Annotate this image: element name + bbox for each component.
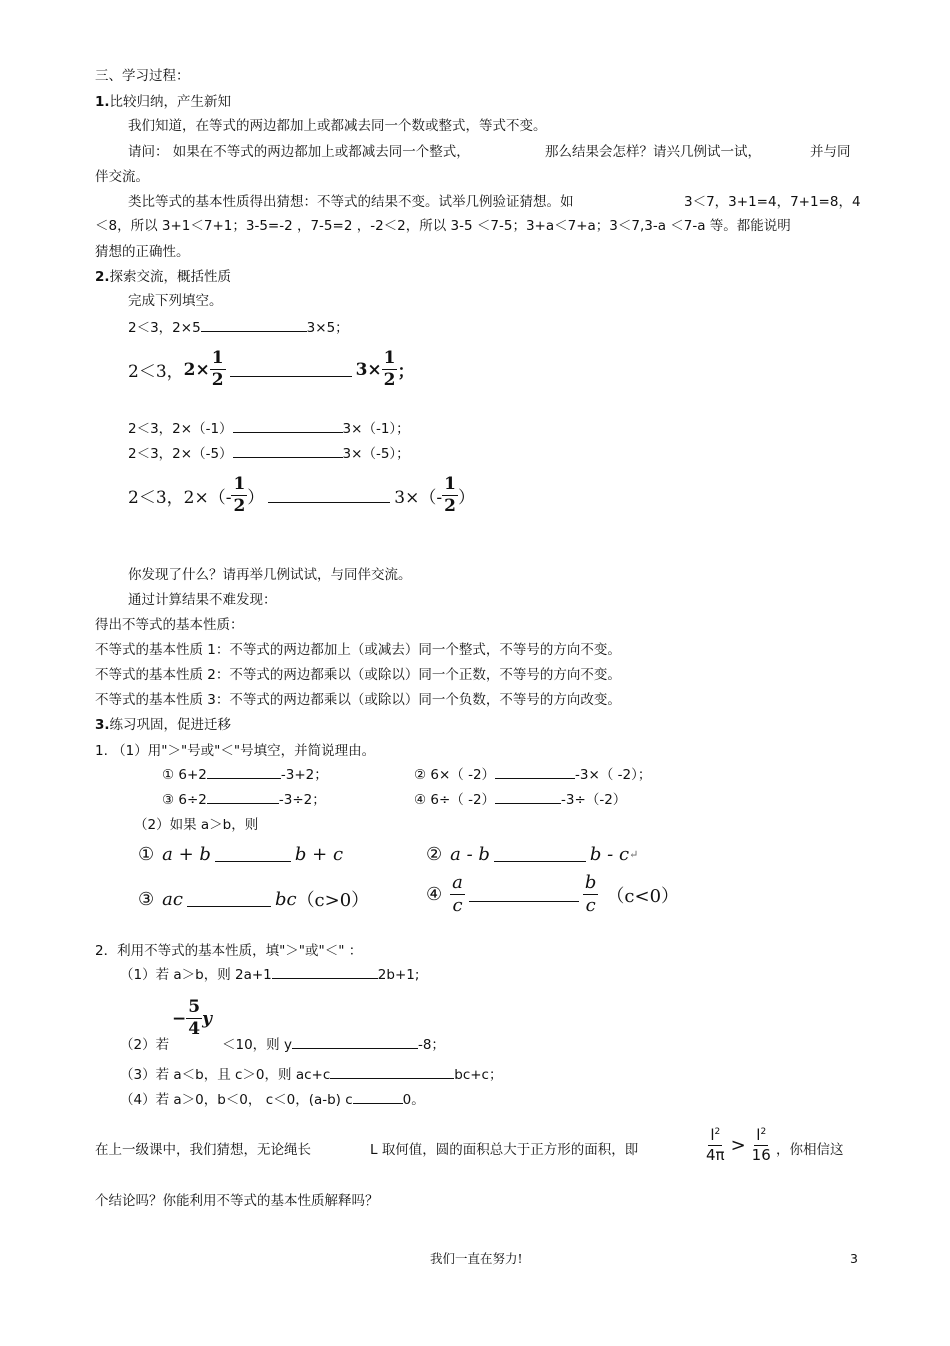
q1-2-item-1: ① a + b b + c <box>138 844 344 865</box>
calc-text: 通过计算结果不难发现： <box>128 592 277 608</box>
fill-blank[interactable] <box>495 791 561 804</box>
q2-item-1: （1）若 a＞b，则 2a+1 2b+1; <box>120 967 420 983</box>
derive-text: 得出不等式的基本性质： <box>95 617 244 633</box>
fill-row-1-left: 2＜3，2×5 <box>128 320 201 336</box>
property-3: 不等式的基本性质 3：不等式的两边都乘以（或除以）同一个负数，不等号的方向改变。 <box>95 692 621 708</box>
fill-row-5-left: 2＜3，2×（- <box>128 488 232 508</box>
part1-paragraph-2a: 请问： 如果在不等式的两边都加上或都减去同一个整式， <box>128 144 470 160</box>
q1-item-c: ③ 6÷2 -3÷2； <box>162 792 326 808</box>
q1-2-item-2: ② a - b b - c ↵ <box>426 844 639 865</box>
fill-blank[interactable] <box>230 362 352 377</box>
part2-intro: 完成下列填空。 <box>128 293 223 309</box>
fill-blank[interactable] <box>268 488 390 503</box>
final-question-c: ，你相信这 <box>776 1142 844 1158</box>
fill-row-2-times-right: 3× <box>355 359 382 380</box>
part1-paragraph-2b: 那么结果会怎样？请兴几例试一试， <box>545 144 761 160</box>
part1-paragraph-2d: 伴交流。 <box>95 169 149 185</box>
question-1-part-2: （2）如果 a＞b，则 <box>134 817 259 833</box>
footer-slogan: 我们一直在努力! <box>430 1251 523 1266</box>
q2-item-2-label: （2）若 <box>120 1037 170 1053</box>
part1-paragraph-3d: 猜想的正确性。 <box>95 244 190 260</box>
property-1: 不等式的基本性质 1：不等式的两边都加上（或减去）同一个整式，不等号的方向不变。 <box>95 642 621 658</box>
fill-blank[interactable] <box>353 1091 403 1104</box>
part3-heading-text: 练习巩固，促进迁移 <box>109 717 232 733</box>
final-question-b: L 取何值，圆的面积总大于正方形的面积，即 <box>370 1142 639 1158</box>
fill-blank[interactable] <box>207 791 279 804</box>
half-fraction: $\frac{1}{2}$ <box>233 474 246 516</box>
fill-blank[interactable] <box>494 847 586 862</box>
part1-paragraph-3c: ＜8，所以 3+1＜7+1；3-5=-2 ，7-5=2 ，-2＜2，所以 3-5 ＜7-5；3+a＜7+a；3＜7,3-a ＜7-a 等。都能说明 <box>95 218 791 234</box>
fill-row-1 <box>128 319 349 337</box>
fill-row-5-close: ） <box>457 488 475 508</box>
fill-blank[interactable] <box>207 766 281 779</box>
part3-heading-num: 3. <box>95 717 110 733</box>
final-inequality: $\frac{l^2}{4\pi}$ > $\frac{l^2}{16}$ <box>706 1126 771 1164</box>
q1-item-a: ① 6+2 -3+2； <box>162 767 328 783</box>
question-2: 2．利用不等式的基本性质，填"＞"或"＜" ： <box>95 943 363 959</box>
part1-heading <box>95 93 231 111</box>
part3-heading <box>95 716 231 734</box>
half-fraction: $\frac{1}{2}$ <box>383 348 396 390</box>
part2-heading-text: 探索交流，概括性质 <box>109 269 232 285</box>
fill-blank[interactable] <box>215 847 291 862</box>
part2-heading <box>95 268 231 286</box>
fill-blank[interactable] <box>187 892 271 907</box>
section-title: 三、学习过程： <box>95 68 190 84</box>
fill-row-2-end: ； <box>397 362 415 382</box>
final-question-a: 在上一级课中，我们猜想，无论绳长 <box>95 1142 311 1158</box>
fill-row-5 <box>128 476 475 515</box>
part1-paragraph-2c: 并与同 <box>810 144 851 160</box>
fill-row-4-right: 3×（-5）； <box>342 446 410 462</box>
final-question-d: 个结论吗？你能利用不等式的基本性质解释吗？ <box>95 1193 379 1209</box>
half-fraction: $\frac{1}{2}$ <box>211 348 224 390</box>
fill-blank[interactable] <box>201 319 307 332</box>
fill-row-4 <box>128 445 410 463</box>
fill-row-2-left: 2＜3， <box>128 362 184 382</box>
fill-row-2-times-left: 2× <box>183 359 210 380</box>
half-fraction: $\frac{1}{2}$ <box>444 474 456 516</box>
discover-text: 你发现了什么？请再举几例试试，与同伴交流。 <box>128 567 412 583</box>
page-number: 3 <box>850 1251 858 1266</box>
fill-row-1-right: 3×5； <box>306 320 349 336</box>
q1-item-d: ④ 6÷（ -2） -3÷（-2） <box>414 792 627 808</box>
part2-heading-num: 2. <box>95 269 110 285</box>
fill-blank[interactable] <box>272 966 378 979</box>
part1-paragraph-3b: 3＜7，3+1=4，7+1=8，4 <box>684 194 861 210</box>
q1-item-b: ② 6×（ -2） -3×（ -2）； <box>414 767 652 783</box>
fill-blank[interactable] <box>469 887 579 902</box>
fill-blank[interactable] <box>292 1036 418 1049</box>
q2-item-4: （4）若 a＞0，b＜0， c＜0，(a-b) c 0。 <box>120 1092 425 1108</box>
part1-paragraph-3a: 类比等式的基本性质得出猜想：不等式的结果不变。试举几例验证猜想。如 <box>128 194 574 210</box>
q2-item-3: （3）若 a＜b，且 c＞0，则 ac+c bc+c； <box>120 1067 503 1083</box>
fill-row-3-right: 3×（-1）； <box>342 421 410 437</box>
fill-row-5-right: 3×（- <box>394 488 443 508</box>
property-2: 不等式的基本性质 2：不等式的两边都乘以（或除以）同一个正数，不等号的方向不变。 <box>95 667 621 683</box>
q1-2-item-4: ④ $\frac{a}{c}$ $\frac{b}{c}$ （c<0） <box>426 872 680 916</box>
part1-paragraph-1: 我们知道，在等式的两边都加上或都减去同一个数或整式，等式不变。 <box>128 118 547 134</box>
fill-blank[interactable] <box>233 420 343 433</box>
part1-heading-text: 比较归纳，产生新知 <box>109 94 232 110</box>
fill-blank[interactable] <box>233 445 343 458</box>
q1-2-item-3: ③ ac bc （c>0） <box>138 888 370 911</box>
q2-item-2-expression: − $\frac{5}{4}$ y <box>172 997 212 1039</box>
question-1: 1. （1）用"＞"号或"＜"号填空，并简说理由。 <box>95 743 376 759</box>
part1-heading-num: 1. <box>95 94 110 110</box>
fill-row-4-left: 2＜3，2×（-5） <box>128 446 233 462</box>
fill-row-2 <box>128 350 414 389</box>
fill-row-5-close: ） <box>247 488 265 508</box>
fill-row-3 <box>128 420 410 438</box>
fill-blank[interactable] <box>330 1066 454 1079</box>
fill-row-3-left: 2＜3，2×（-1） <box>128 421 233 437</box>
fill-blank[interactable] <box>495 766 575 779</box>
q2-item-2-rest: ＜10，则 y -8； <box>222 1037 445 1053</box>
